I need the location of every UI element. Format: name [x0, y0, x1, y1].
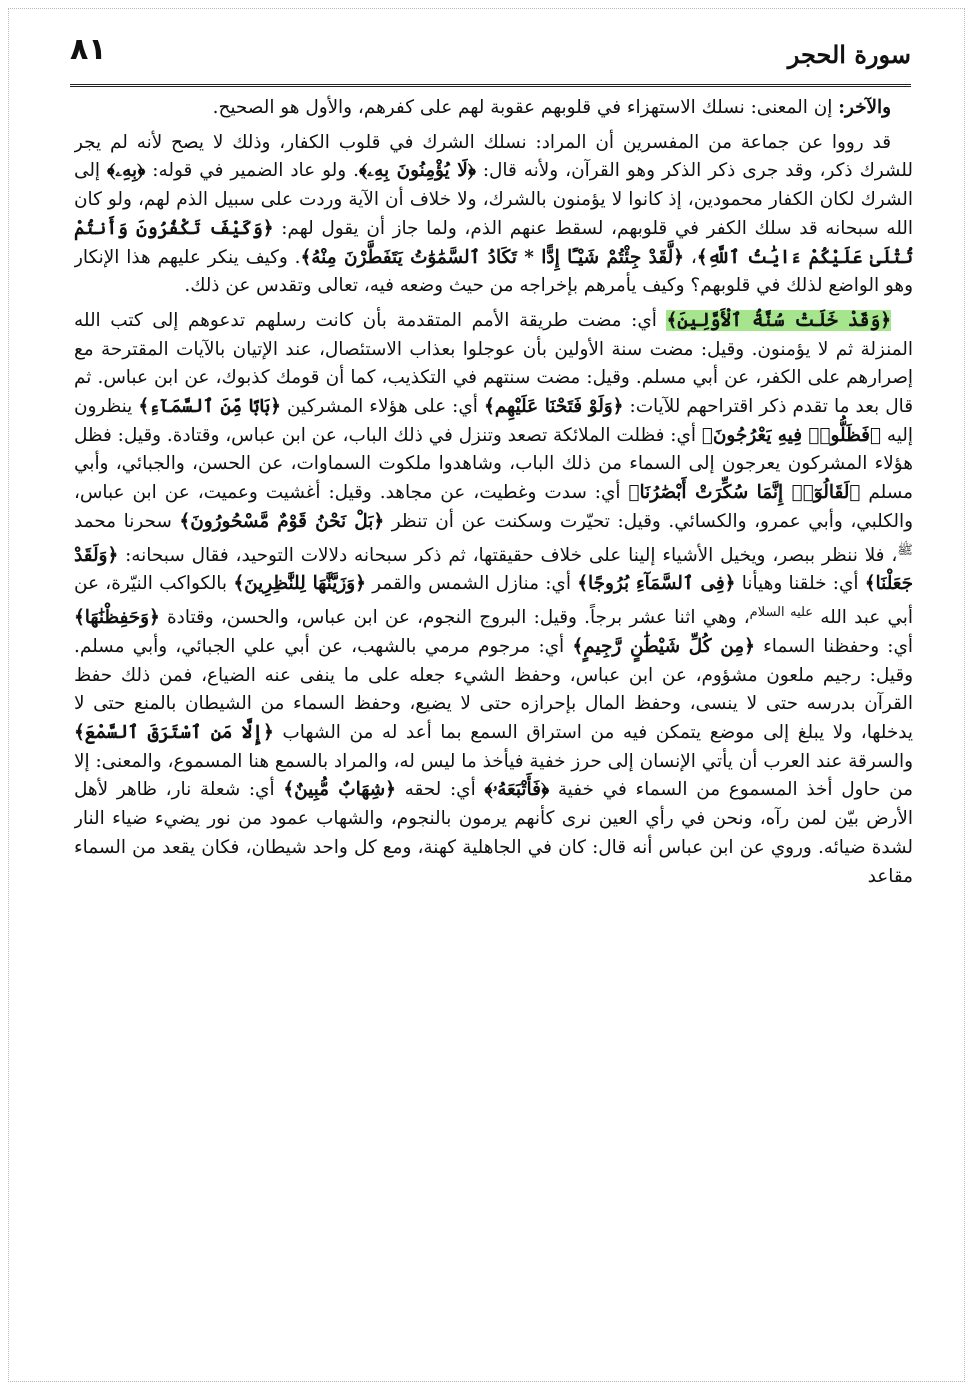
honorific-glyph: ﷺ — [897, 542, 913, 558]
quran-verse: ﴿شِهَابٌ مُّبِينٌ﴾ — [283, 779, 396, 801]
text-run: بالكواكب النيّرة، عن أبي عبد الله — [74, 573, 913, 629]
text-run: قد رووا عن جماعة من المفسرين أن المراد: نسلك الشرك في قلوب الكفار، وذلك لا يصح لأنه لم يجر للشرك ذكر، وقد جرى ذكر الذكر وهو القرآن، ولأنه قال: — [74, 131, 913, 182]
surah-title: سورة الحجر — [787, 40, 911, 69]
text-run: إن المعنى: نسلك الاستهزاء في قلوبهم عقوبة لهم على كفرهم، والأول هو الصحيح. — [212, 97, 839, 118]
page-body — [74, 94, 913, 1364]
text-run: . ولو عاد الضمير في قوله: — [145, 160, 359, 182]
text-run: أي: منازل الشمس والقمر — [365, 573, 578, 595]
quran-verse: ﴿فَظَلُّوا۟ فِيهِ يَعْرُجُونَ﴾ — [701, 424, 881, 446]
quran-verse: ﴿بِهِۦ﴾ — [107, 160, 146, 182]
text-run: ، فلا ننظر ببصر، ويخيل الأشياء إلينا على خلاف حقيقتها، ثم ذكر سبحانه دلالات التوحيد، فقال سبحانه: — [118, 544, 898, 566]
text-run: أي: لحقه — [395, 779, 485, 801]
quran-verse: ﴿بَابًا مِّنَ ٱلسَّمَآءِ﴾ — [138, 396, 281, 418]
text-run: أي: على هؤلاء المشركين — [280, 396, 484, 418]
quran-verse: ﴿لَّقَدْ جِئْتُمْ شَيْـًٔا إِدًّا * تَكَادُ ٱلسَّمَٰوَٰتُ يَتَفَطَّرْنَ مِنْهُ﴾ — [300, 246, 684, 268]
text-run: أي: خلقنا وهيأنا — [735, 573, 865, 595]
text-run: والسرقة عند العرب أن يأتي الإنسان إلى حرز خفية فيأخذ ما ليس له، والمراد بالسمع هنا المسموع، والمعنى: إلا من حاول أخذ المسموع من السماء في خفية — [74, 750, 913, 801]
lead-word: والآخر: — [838, 97, 891, 118]
text-run: سحرنا محمد — [74, 510, 180, 532]
page-number: ٨١ — [70, 32, 107, 67]
quran-verse: ﴿وَزَيَّنَّٰهَا لِلنَّٰظِرِينَ﴾ — [233, 573, 366, 595]
honorific-glyph: عليه السلام — [749, 605, 814, 621]
text-run: أي: سدت وغطيت، عن مجاهد. وقيل: أغشيت وعميت، عن ابن عباس، والكلبي، وأبي عمرو، والكسائي. وقيل: تحيّرت وسكنت عن أن تنظر — [74, 482, 913, 532]
text-run: ينظرون إليه — [74, 396, 913, 446]
text-run: ، — [683, 246, 697, 268]
quran-verse: ﴿لَا يُؤْمِنُونَ بِهِۦ﴾ — [358, 160, 476, 182]
quran-verse: ﴿وَلَقَدْ جَعَلْنَا﴾ — [74, 544, 913, 595]
quran-verse: ﴿لَقَالُوٓا۟ إِنَّمَا سُكِّرَتْ أَبْصَٰرُنَا﴾ — [628, 482, 861, 504]
quran-verse: ﴿فِى ٱلسَّمَآءِ بُرُوجًا﴾ — [577, 573, 736, 595]
quran-verse: ﴿وَكَيْفَ تَكْفُرُونَ وَأَنتُمْ تُتْلَىٰ عَلَيْكُمْ ءَايَٰتُ ٱللَّهِ﴾ — [74, 217, 913, 268]
quran-verse: ﴿بَلْ نَحْنُ قَوْمٌ مَّسْحُورُونَ﴾ — [179, 510, 385, 532]
quran-verse: ﴿وَحَفِظْنَٰهَا﴾ — [74, 607, 160, 629]
text-run: أي: شعلة نار، ظاهر لأهل الأرض بيّن لمن رآه، ونحن في رأي العين نرى كأنهم يرمون بالنجوم، والشهاب عمود من نور يضيء ضياء النار لشدة ضيائه. وروي عن ابن عباس أنه قال: كان في الجاهلية كهنة، ومع كل واحد شيطان، فكان يقعد من السماء مقاعد — [74, 779, 913, 887]
text-run: أي: وحفظنا السماء — [754, 635, 913, 657]
text-run: . وكيف ينكر عليهم هذا الإنكار وهو الواضع لذلك في قلوبهم؟ وكيف يأمرهم بإخراجه من حيث وضعه فيه، تعالى وتقدس عن ذلك. — [74, 246, 913, 297]
text-run: ، وهي اثنا عشر برجاً. وقيل: البروج النجوم، عن ابن عباس، والحسن، وقتادة — [159, 607, 750, 629]
text-run: أي: فظلت الملائكة تصعد وتنزل في ذلك الباب، عن ابن عباس، وقتادة. وقيل: فظل هؤلاء المشركون يعرجون إلى السماء من ذلك الباب، وشاهدوا ملكوت السماوات، عن الحسن، والجبائي، وأبي مسلم — [74, 424, 913, 504]
highlighted-verse[interactable]: ﴿وَقَدْ خَلَتْ سُنَّةُ ٱلْأَوَّلِينَ﴾ — [666, 309, 891, 331]
paragraph-1 — [74, 94, 913, 123]
paragraph-2 — [74, 129, 913, 301]
text-run: إلى الشرك لكان الكفار محمودين، إذ كانوا لا يؤمنون بالشرك، ولا خلاف أن الآية وردت على سبيل الذم لهم، ولو كان الله سبحانه قد سلك الكفر في قلوبهم، لسقط عنهم الذم، ولما جاز أن يقول لهم: — [74, 160, 913, 239]
page-header — [70, 30, 911, 80]
text-run: أي: مرجوم مرمي بالشهب، عن أبي علي الجبائي، وأبي مسلم. وقيل: رجيم ملعون مشؤوم، عن ابن عباس، وحفظ الشيء جعله على ما ينفى عنه الضياع، فمن ذلك حفظ القرآن بدرسه حتى لا ينسى، وحفظ المال بإحرازه حتى لا يضيع، وحفظ السماء من الشيطان بالمنع حتى لا يدخلها، ولا يبلغ إلى موضع يتمكن فيه من استراق السمع بما أعد له من الشهاب — [74, 635, 913, 744]
header-divider — [70, 84, 911, 87]
quran-verse: ﴿فَأَتْبَعَهُۥ﴾ — [484, 779, 550, 801]
quran-verse: ﴿وَلَوْ فَتَحْنَا عَلَيْهِم﴾ — [483, 396, 624, 418]
quran-verse: ﴿إِلَّا مَنِ ٱسْتَرَقَ ٱلسَّمْعَ﴾ — [74, 722, 274, 744]
quran-verse: ﴿مِن كُلِّ شَيْطَٰنٍ رَّجِيمٍ﴾ — [572, 635, 755, 657]
paragraph-3 — [74, 307, 913, 891]
text-run: أي: مضت طريقة الأمم المتقدمة بأن كانت رسلهم تدعوهم إلى كتب الله المنزلة ثم لا يؤمنون. وقيل: مضت سنة الأولين بأن عوجلوا بعذاب الاستئصال، عند الإتيان بالآيات المقترحة مع إصرارهم على الكفر، عن أبي مسلم. وقيل: مضت سنتهم في التكذيب، كما أن قومك كذبوك، عن ابن عباس. ثم قال بعد ما تقدم ذكر اقتراحهم للآيات: — [74, 309, 913, 418]
